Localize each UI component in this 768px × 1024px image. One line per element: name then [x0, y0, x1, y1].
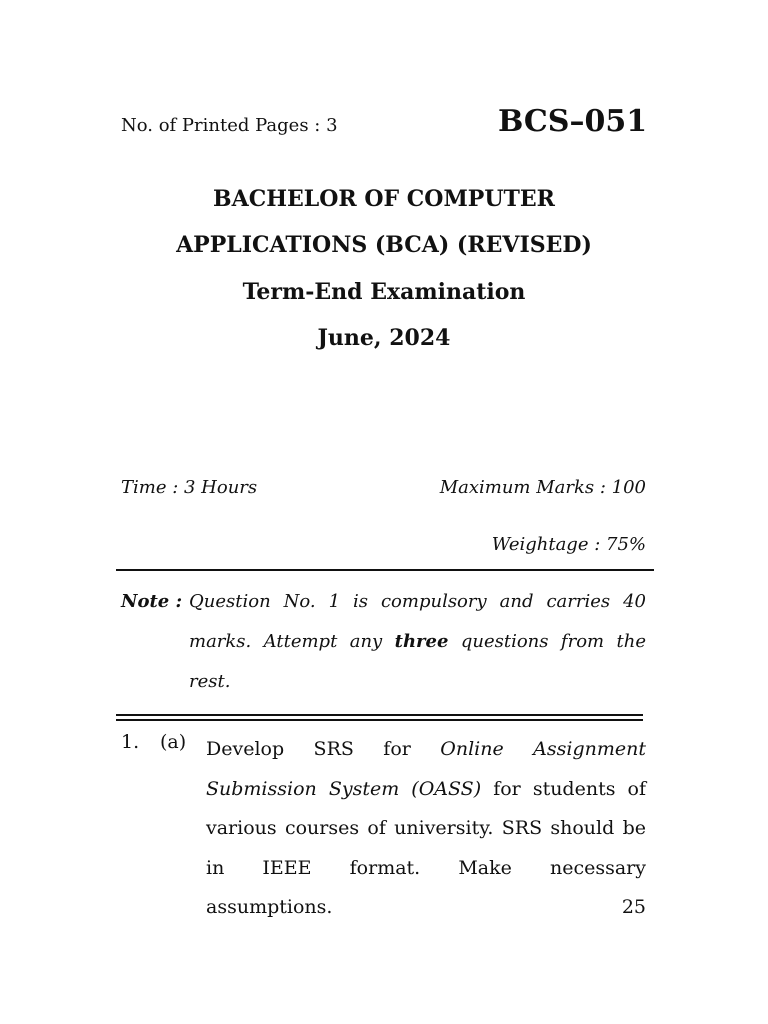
maximum-marks: Maximum Marks : 100: [439, 477, 646, 498]
printed-pages-count: No. of Printed Pages : 3: [121, 115, 338, 136]
question-marks: 25: [621, 896, 646, 918]
double-rule-bottom: [116, 719, 643, 721]
divider-line: [116, 569, 654, 571]
note-emphasis: three: [394, 631, 449, 652]
question-text-intro: Develop SRS for: [206, 738, 441, 760]
note-text-part2: questions from the rest.: [189, 631, 646, 692]
question-text: [206, 730, 646, 928]
question-text-last: assumptions.: [206, 896, 333, 918]
question-text-rest: for students of various courses of university. SRS should be in IEEE format. Make necessary: [206, 777, 647, 879]
question-sub-label: (a): [160, 731, 187, 753]
system-name: Online Assignment Submission System (OASS): [206, 738, 646, 800]
double-rule-top: [116, 714, 643, 716]
exam-name: Term-End Examination: [242, 279, 526, 305]
title-line-2: APPLICATIONS (BCA) (REVISED): [176, 232, 592, 258]
question-last-line: [206, 888, 646, 928]
exam-duration: Time : 3 Hours: [121, 477, 258, 498]
weightage: Weightage : 75%: [491, 534, 646, 555]
paper-code: BCS–051: [498, 104, 648, 139]
exam-date: June, 2024: [317, 325, 451, 351]
note-section: [121, 582, 646, 702]
title-line-1: BACHELOR OF COMPUTER: [213, 186, 555, 212]
note-text-part1: Question No. 1 is compulsory and carries 40 marks. Attempt any: [189, 591, 646, 652]
note-label: Note :: [121, 591, 183, 612]
question-number: 1.: [121, 731, 140, 753]
note-text: [189, 582, 646, 702]
